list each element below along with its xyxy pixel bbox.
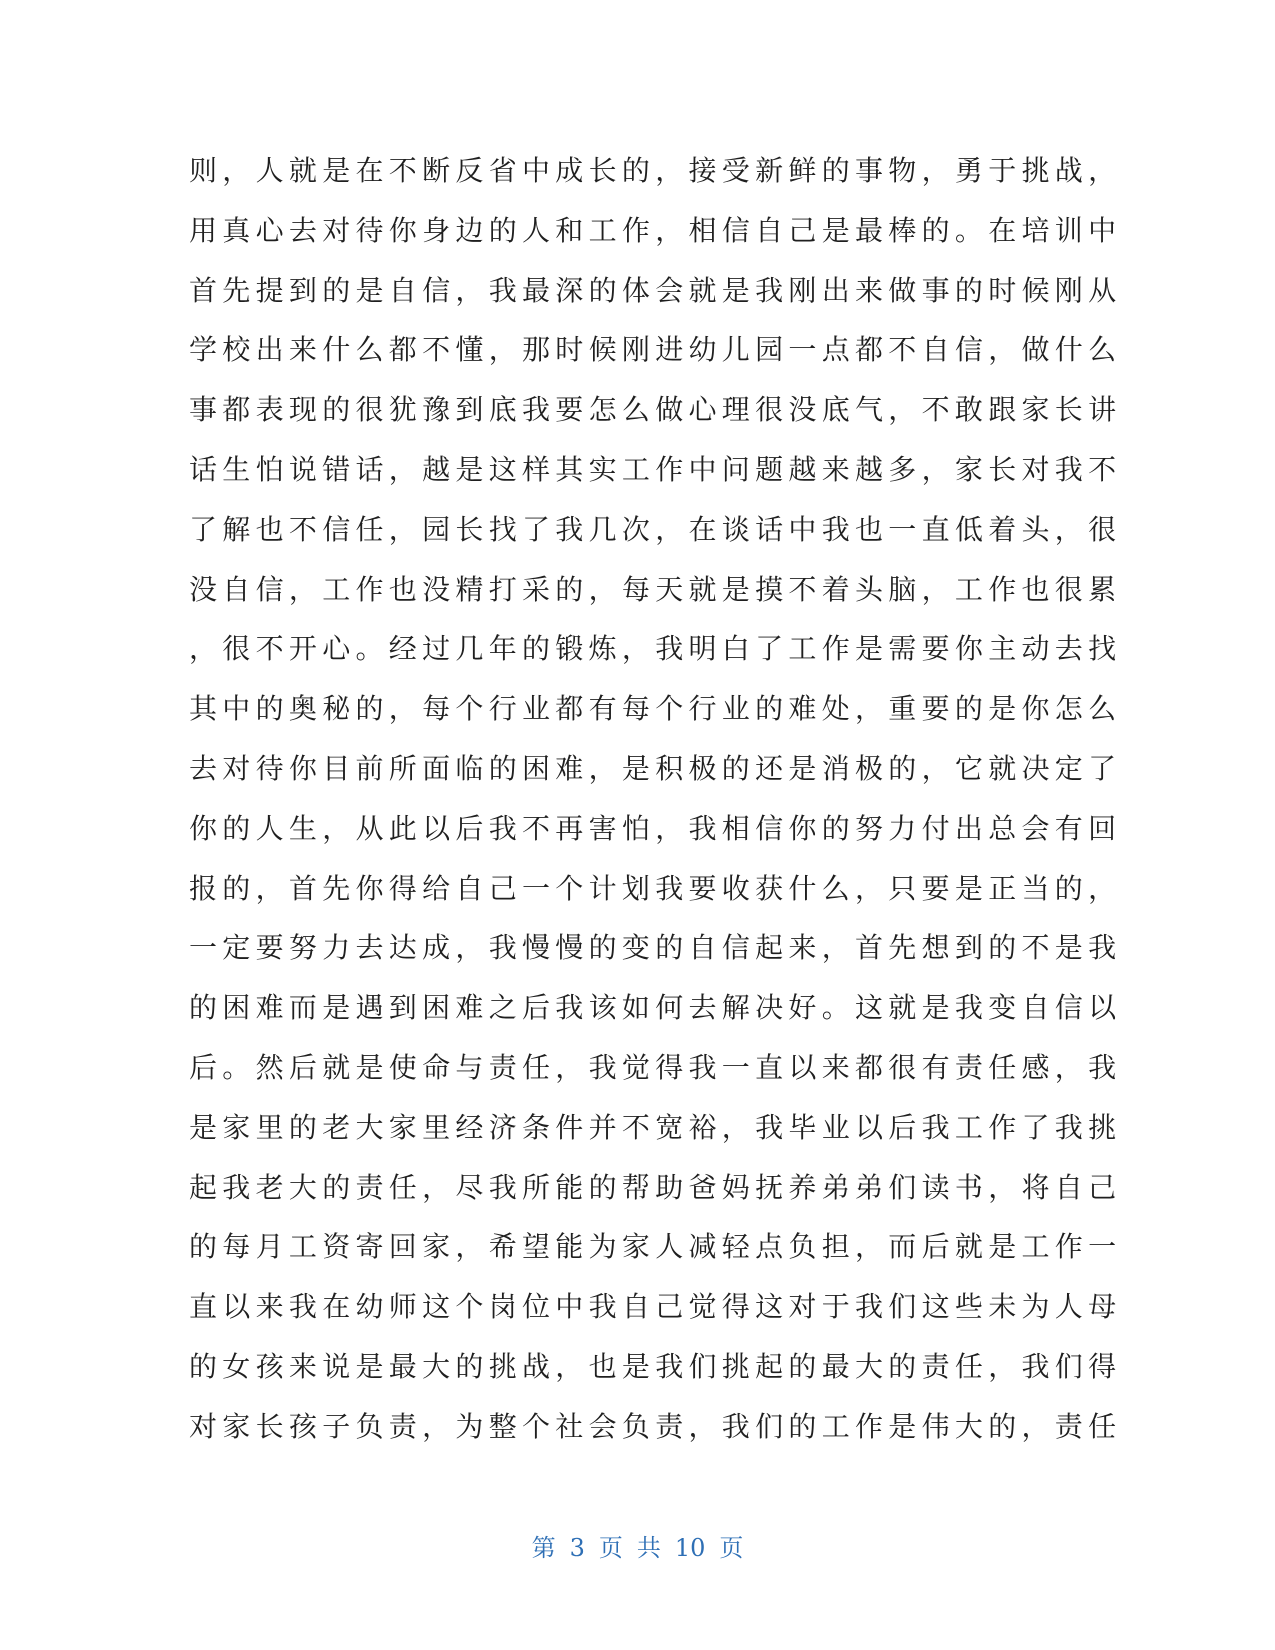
text-line: ，很不开心。经过几年的锻炼，我明白了工作是需要你主动去找: [189, 632, 1122, 666]
text-line: 后。然后就是使命与责任，我觉得我一直以来都很有责任感，我: [189, 1050, 1122, 1084]
text-line: 直以来我在幼师这个岗位中我自己觉得这对于我们这些未为人母: [189, 1290, 1122, 1324]
text-line: 则，人就是在不断反省中成长的，接受新鲜的事物，勇于挑战，: [189, 154, 1122, 187]
current-page-number: 3: [569, 1534, 585, 1562]
text-line: 事都表现的很犹豫到底我要怎么做心理很没底气，不敢跟家长讲: [189, 393, 1122, 427]
page-footer-suffix: 页: [719, 1534, 744, 1562]
text-line: 其中的奥秘的，每个行业都有每个行业的难处，重要的是你怎么: [189, 692, 1122, 726]
text-line: 是家里的老大家里经济条件并不宽裕，我毕业以后我工作了我挑: [189, 1110, 1122, 1144]
text-line: 起我老大的责任，尽我所能的帮助爸妈抚养弟弟们读书，将自己: [189, 1170, 1122, 1204]
text-line: 话生怕说错话，越是这样其实工作中问题越来越多，家长对我不: [189, 452, 1122, 486]
text-line: 一定要努力去达成，我慢慢的变的自信起来，首先想到的不是我: [189, 931, 1122, 965]
text-line: 用真心去对待你身边的人和工作，相信自己是最棒的。在培训中: [189, 213, 1122, 247]
page-footer-total-word: 共: [636, 1534, 661, 1562]
text-line: 了解也不信任，园长找了我几次，在谈话中我也一直低着头，很: [189, 512, 1122, 546]
text-line: 的困难而是遇到困难之后我该如何去解决好。这就是我变自信以: [189, 991, 1122, 1025]
text-line: 没自信，工作也没精打采的，每天就是摸不着头脑，工作也很累: [189, 572, 1122, 606]
text-line: 首先提到的是自信，我最深的体会就是我刚出来做事的时候刚从: [189, 273, 1122, 307]
page-footer: [0, 1528, 1275, 1563]
text-line: 你的人生，从此以后我不再害怕，我相信你的努力付出总会有回: [189, 811, 1122, 845]
page-footer-prefix: 第: [531, 1534, 556, 1562]
text-line: 的每月工资寄回家，希望能为家人减轻点负担，而后就是工作一: [189, 1230, 1122, 1264]
page-footer-page-word: 页: [598, 1534, 623, 1562]
text-line: 报的，首先你得给自己一个计划我要收获什么，只要是正当的，: [189, 871, 1122, 905]
text-line: 的女孩来说是最大的挑战，也是我们挑起的最大的责任，我们得: [189, 1349, 1122, 1383]
body-text: [189, 141, 1122, 1457]
total-pages-number: 10: [674, 1534, 706, 1562]
text-line: 对家长孩子负责，为整个社会负责，我们的工作是伟大的，责任: [189, 1409, 1122, 1443]
text-line: 学校出来什么都不懂，那时候刚进幼儿园一点都不自信，做什么: [189, 333, 1122, 367]
text-line: 去对待你目前所面临的困难，是积极的还是消极的，它就决定了: [189, 751, 1122, 785]
